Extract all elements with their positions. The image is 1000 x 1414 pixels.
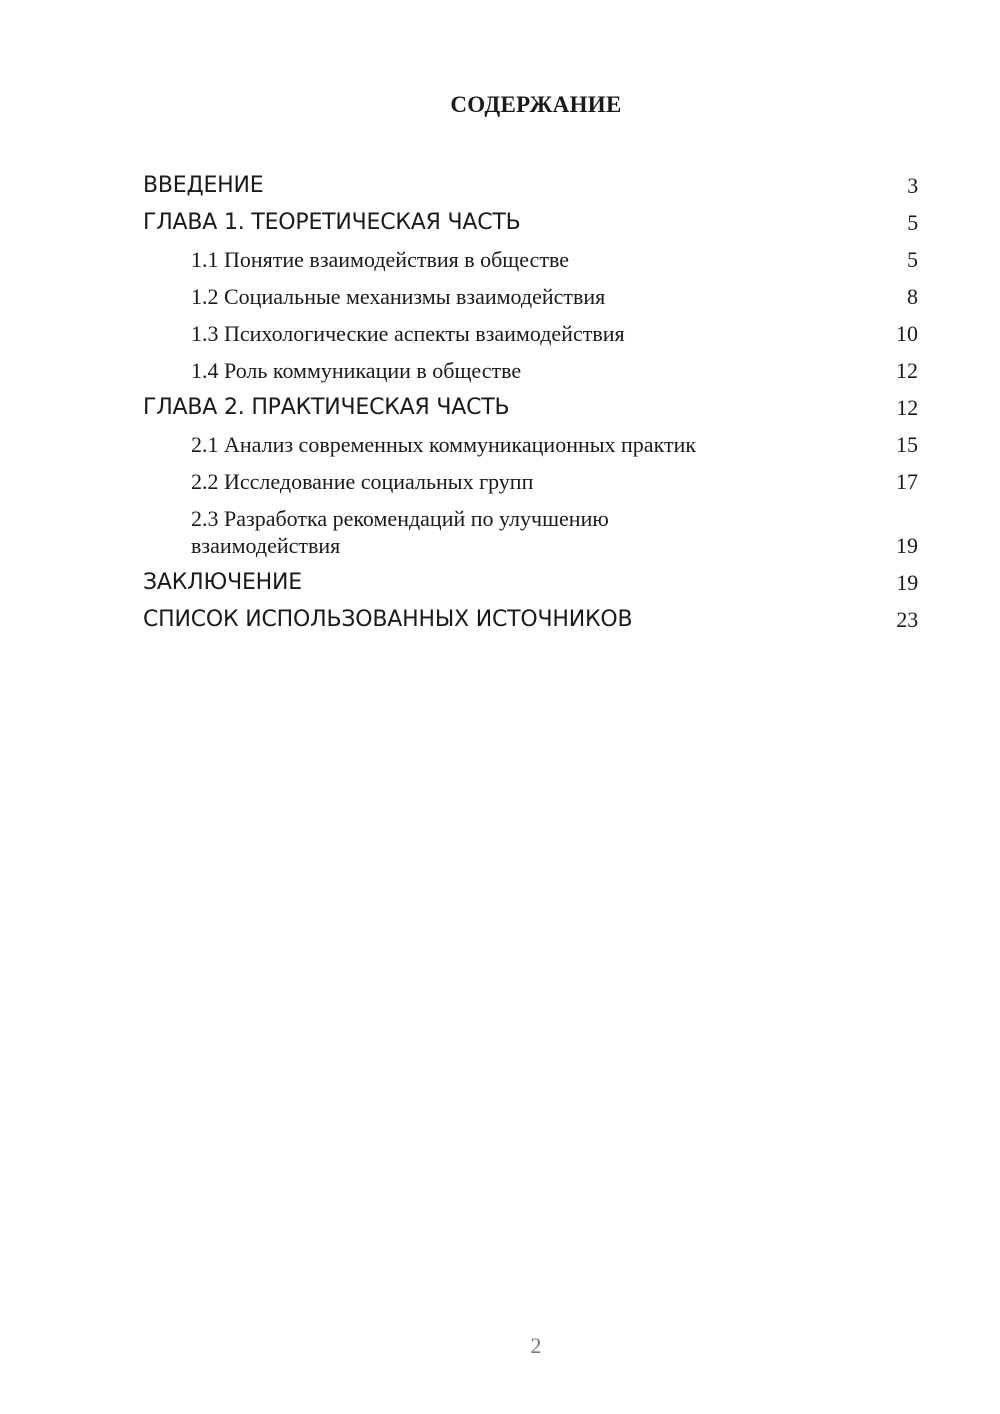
toc-entry-page: 19 [896,533,918,558]
table-of-contents [143,167,918,638]
toc-entry-label: ГЛАВА 2. ПРАКТИЧЕСКАЯ ЧАСТЬ [143,395,510,420]
toc-entry-conclusion[interactable] [143,564,918,601]
page-number: 2 [530,1333,542,1358]
toc-entry-section-2-1[interactable] [143,426,918,463]
toc-entry-page: 15 [896,432,918,457]
toc-entry-page: 3 [907,173,918,198]
toc-entry-label: 1.1 Понятие взаимодействия в обществе [191,247,569,272]
toc-entry-label: ВВЕДЕНИЕ [143,173,264,198]
toc-entry-section-1-2[interactable] [143,278,918,315]
toc-entry-label: СПИСОК ИСПОЛЬЗОВАННЫХ ИСТОЧНИКОВ [143,607,633,632]
toc-entry-section-1-4[interactable] [143,352,918,389]
toc-entry-page: 12 [896,395,918,420]
toc-entry-page: 5 [907,210,918,235]
toc-entry-page: 17 [896,469,918,494]
toc-entry-page: 8 [907,284,918,309]
toc-entry-page: 5 [907,247,918,272]
toc-entry-page: 23 [896,607,918,632]
toc-entry-section-2-3[interactable] [143,500,918,564]
toc-entry-introduction[interactable] [143,167,918,204]
toc-title: СОДЕРЖАНИЕ [450,92,622,117]
toc-entry-label: 2.1 Анализ современных коммуникационных практик [191,432,697,457]
toc-entry-label: ЗАКЛЮЧЕНИЕ [143,570,302,595]
toc-entry-page: 10 [896,321,918,346]
toc-entry-page: 19 [896,570,918,595]
toc-entry-label: 1.3 Психологические аспекты взаимодействия [191,321,625,346]
toc-entry-label: 2.2 Исследование социальных групп [191,469,534,494]
toc-entry-section-1-1[interactable] [143,241,918,278]
toc-entry-page: 12 [896,358,918,383]
toc-entry-section-2-2[interactable] [143,463,918,500]
toc-entry-chapter-2[interactable] [143,389,918,426]
toc-entry-label: ГЛАВА 1. ТЕОРЕТИЧЕСКАЯ ЧАСТЬ [143,210,521,235]
toc-entry-label: 1.4 Роль коммуникации в обществе [191,358,522,383]
toc-entry-label: 1.2 Социальные механизмы взаимодействия [191,284,606,309]
toc-entry-section-1-3[interactable] [143,315,918,352]
toc-entry-chapter-1[interactable] [143,204,918,241]
toc-entry-label: 2.3 Разработка рекомендаций по улучшению взаимодействия [191,506,609,558]
toc-entry-references[interactable] [143,601,918,638]
